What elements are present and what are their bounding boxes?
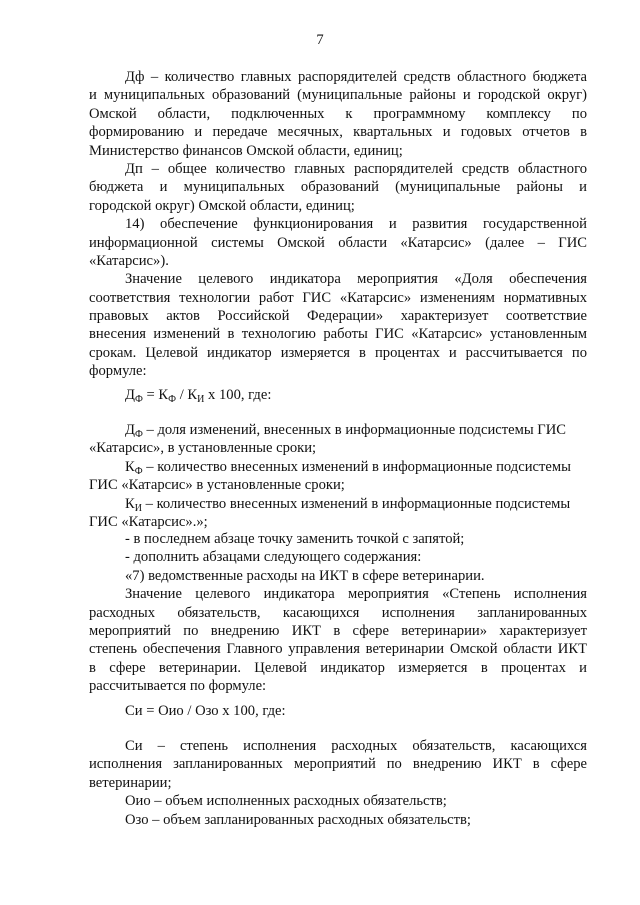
text-line: «7) ведомственные расходы на ИКТ в сфере ветеринарии. bbox=[125, 567, 485, 584]
text-line: формуле: bbox=[89, 363, 147, 380]
paragraph-block-1 bbox=[89, 68, 587, 381]
formula-subscript: Ф bbox=[134, 394, 143, 405]
formula-text: / К bbox=[176, 387, 198, 403]
text-line: Значение целевого индикатора мероприятия «Доля обеспечения bbox=[125, 271, 587, 288]
text-line: Си – степень исполнения расходных обязательств, касающихся bbox=[125, 738, 587, 754]
text-line: степень обеспечения Главного управления ветеринарии Омской области ИКТ bbox=[89, 641, 587, 658]
formula-symbol: Д bbox=[125, 387, 135, 403]
formula-text: Си = Оио / Озо х 100, где: bbox=[125, 703, 286, 719]
text-line: бюджета и муниципальных образований (муниципальные районы и bbox=[89, 179, 587, 196]
text-line: мероприятий по внедрению ИКТ в сфере ветеринарии» характеризует bbox=[89, 622, 587, 639]
text-line: «Катарсис», в установленные сроки; bbox=[89, 440, 317, 457]
paragraph-block-2 bbox=[89, 530, 587, 696]
text-line: Дп – общее количество главных распорядителей средств областного bbox=[125, 160, 587, 177]
text-line: ветеринарии; bbox=[89, 774, 172, 791]
text-line: информационной системы Омской области «Катарсис» (далее – ГИС bbox=[89, 234, 587, 251]
text-line: Дф – количество главных распорядителей средств областного бюджета bbox=[125, 69, 587, 85]
text-line: Омской области, подключенных к программному комплексу по bbox=[89, 105, 587, 122]
definition-line: $К_И$ – количество внесенных изменений в информационные подсистемы bbox=[125, 495, 571, 514]
formula-text: х 100, где: bbox=[204, 387, 272, 403]
text-line: расходных обязательств, касающихся исполнения запланированных bbox=[89, 604, 587, 621]
text-line: в сфере ветеринарии. Целевой индикатор измеряется в процентах и bbox=[89, 659, 587, 676]
text-line: 14) обеспечение функционирования и развития государственной bbox=[125, 216, 587, 233]
text-line: Оио – объем исполненных расходных обязательств; bbox=[125, 793, 447, 810]
page-number: 7 bbox=[316, 32, 324, 48]
text-line: срокам. Целевой индикатор измеряется в процентах и рассчитывается по bbox=[89, 344, 587, 361]
text-line: - в последнем абзаце точку заменить точкой с запятой; bbox=[125, 531, 465, 547]
text-line: «Катарсис»). bbox=[89, 252, 169, 269]
definition-line: $К_Ф$ – количество внесенных изменений в информационные подсистемы bbox=[125, 458, 571, 477]
text-line: и муниципальных образований (муниципальные районы и городской округ) bbox=[89, 87, 587, 104]
text-line: Значение целевого индикатора мероприятия «Степень исполнения bbox=[125, 586, 587, 603]
text-line: ГИС «Катарсис».»; bbox=[89, 513, 208, 530]
text-line: Министерство финансов Омской области, единиц; bbox=[89, 142, 403, 159]
text-line: рассчитывается по формуле: bbox=[89, 678, 267, 695]
text-line: формированию и передаче месячных, квартальных и годовых отчетов в bbox=[89, 124, 587, 141]
definition-line: $Д_Ф$ – доля изменений, внесенных в информационные подсистемы ГИС bbox=[125, 422, 566, 440]
formula-2 bbox=[89, 702, 587, 720]
text-line: исполнения запланированных мероприятий по внедрению ИКТ в сфере bbox=[89, 756, 587, 773]
definitions-block bbox=[89, 421, 587, 531]
text-line: - дополнить абзацами следующего содержания: bbox=[125, 549, 422, 566]
text-line: внесения изменений в технологию работы ГИС «Катарсис» установленным bbox=[89, 326, 587, 343]
text-line: соответствия технологии работ ГИС «Катарсис» изменениям нормативных bbox=[89, 289, 587, 306]
text-line: ГИС «Катарсис» в установленные сроки; bbox=[89, 477, 345, 494]
formula-text: = К bbox=[142, 387, 169, 403]
text-line: городской округ) Омской области, единиц; bbox=[89, 197, 355, 214]
text-line: правовых актов Российской Федерации» характеризует соответствие bbox=[89, 308, 587, 325]
formula-subscript: И bbox=[197, 394, 205, 405]
text-line: Озо – объем запланированных расходных обязательств; bbox=[125, 811, 471, 828]
formula-subscript: Ф bbox=[168, 394, 177, 405]
formula-1 bbox=[89, 386, 587, 404]
paragraph-block-3 bbox=[89, 737, 587, 829]
